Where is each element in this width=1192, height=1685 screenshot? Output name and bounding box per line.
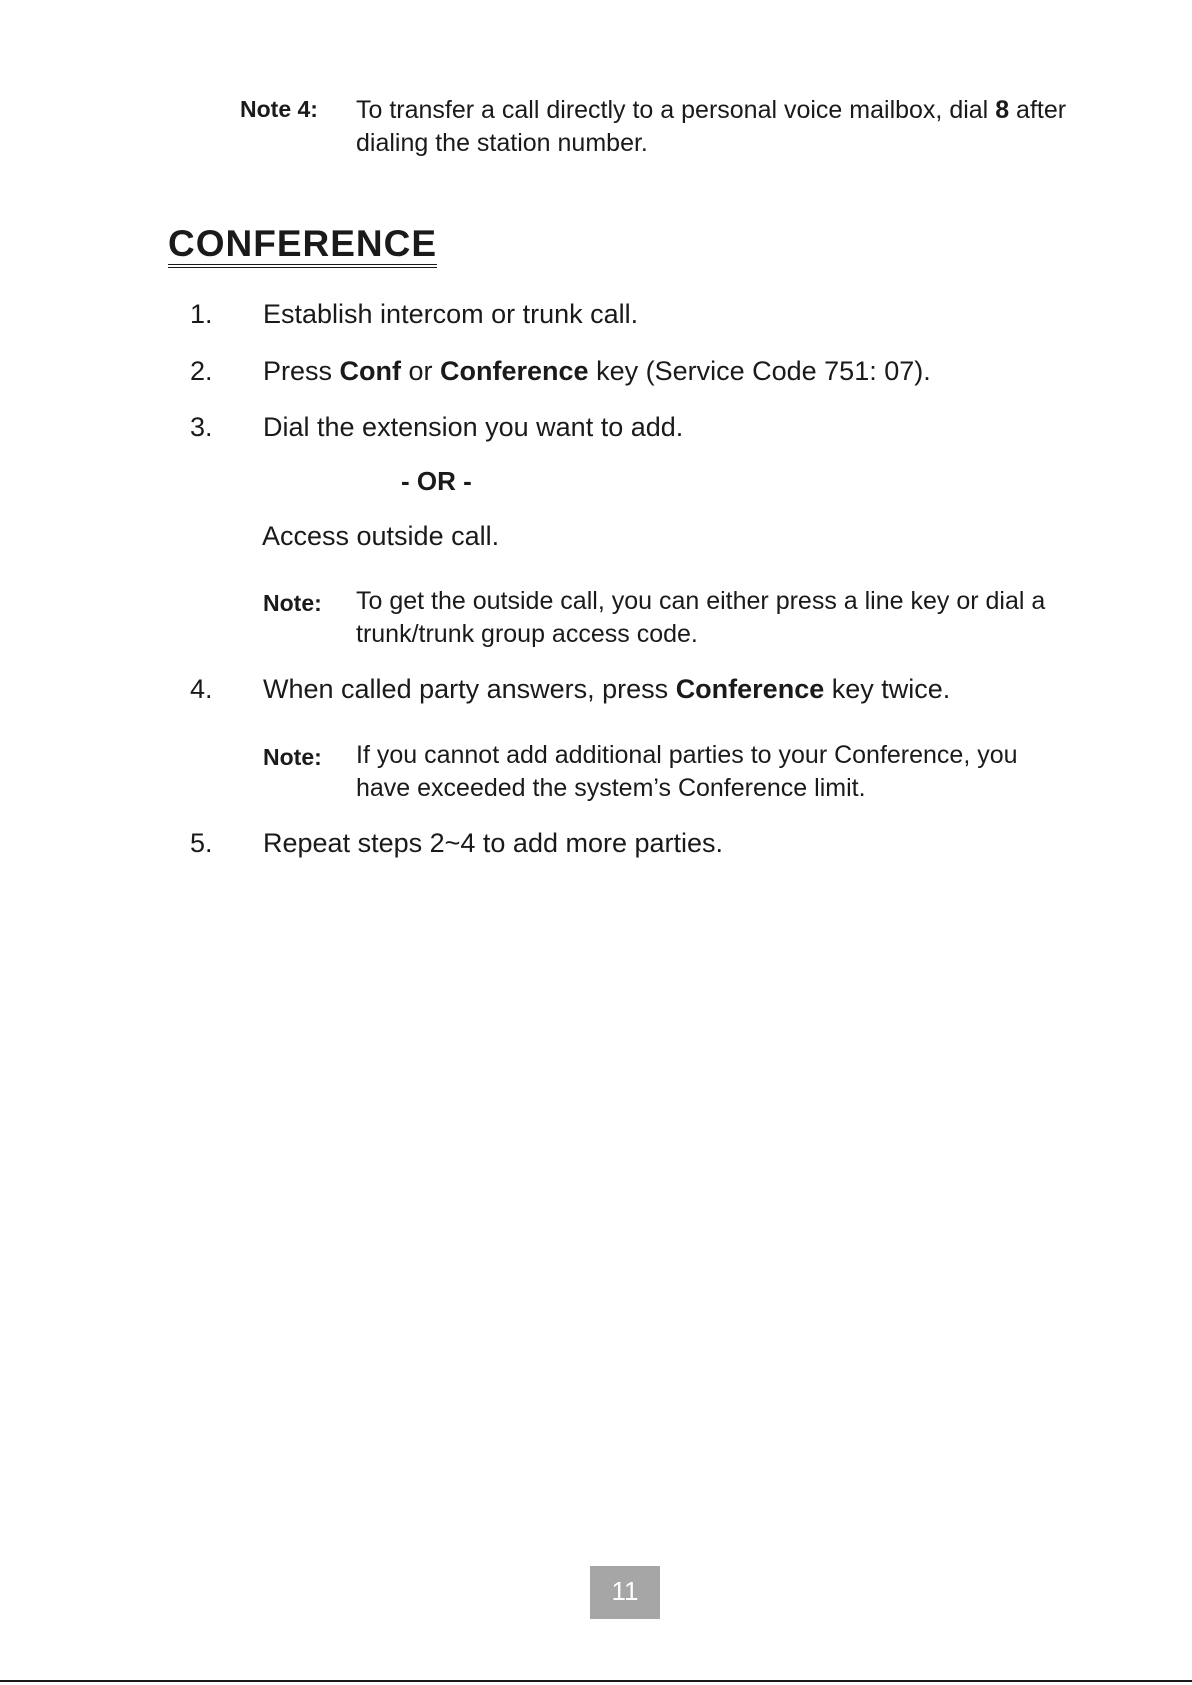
step-text: Dial the extension you want to add. xyxy=(263,412,684,442)
step-text xyxy=(263,356,931,387)
step-text-part: key twice. xyxy=(824,674,951,704)
step-text-part: or xyxy=(401,356,441,386)
step-number: 3. xyxy=(190,412,213,442)
page-number: 11 xyxy=(590,1566,660,1619)
note4-bold-digit: 8 xyxy=(995,96,1010,124)
step-text xyxy=(263,674,950,705)
step-number: 5. xyxy=(190,828,213,858)
step-number: 4. xyxy=(190,674,213,704)
note-label: Note: xyxy=(263,744,322,770)
step-text-part: key (Service Code 751: 07). xyxy=(588,356,931,386)
note4-text xyxy=(356,94,1096,160)
note-text: To get the outside call, you can either press a line key or dial a trunk/trunk group access code. xyxy=(356,587,1046,648)
step-number: 2. xyxy=(190,356,213,386)
bottom-rule xyxy=(0,1680,1192,1682)
step-text: Repeat steps 2~4 to add more parties. xyxy=(263,828,724,858)
step-text-part: Press xyxy=(263,356,340,386)
step-text-part: When called party answers, press xyxy=(263,674,676,704)
note4-text-part: To transfer a call directly to a personal voice mailbox, dial xyxy=(356,96,996,124)
key-name-conference: Conference xyxy=(440,356,589,386)
key-name-conf: Conf xyxy=(339,356,402,386)
note4-text-part: after dialing the station number. xyxy=(356,96,1067,157)
section-heading: CONFERENCE xyxy=(168,224,437,268)
note-text: If you cannot add additional parties to your Conference, you have exceeded the system’s Conference limit. xyxy=(356,741,1018,802)
note-label: Note: xyxy=(263,590,322,616)
access-outside-text: Access outside call. xyxy=(262,521,500,551)
key-name-conference: Conference xyxy=(675,674,825,704)
step-number: 1. xyxy=(190,299,213,329)
note4-label: Note 4: xyxy=(240,96,318,122)
step-text: Establish intercom or trunk call. xyxy=(263,299,639,329)
or-separator: - OR - xyxy=(401,466,472,496)
